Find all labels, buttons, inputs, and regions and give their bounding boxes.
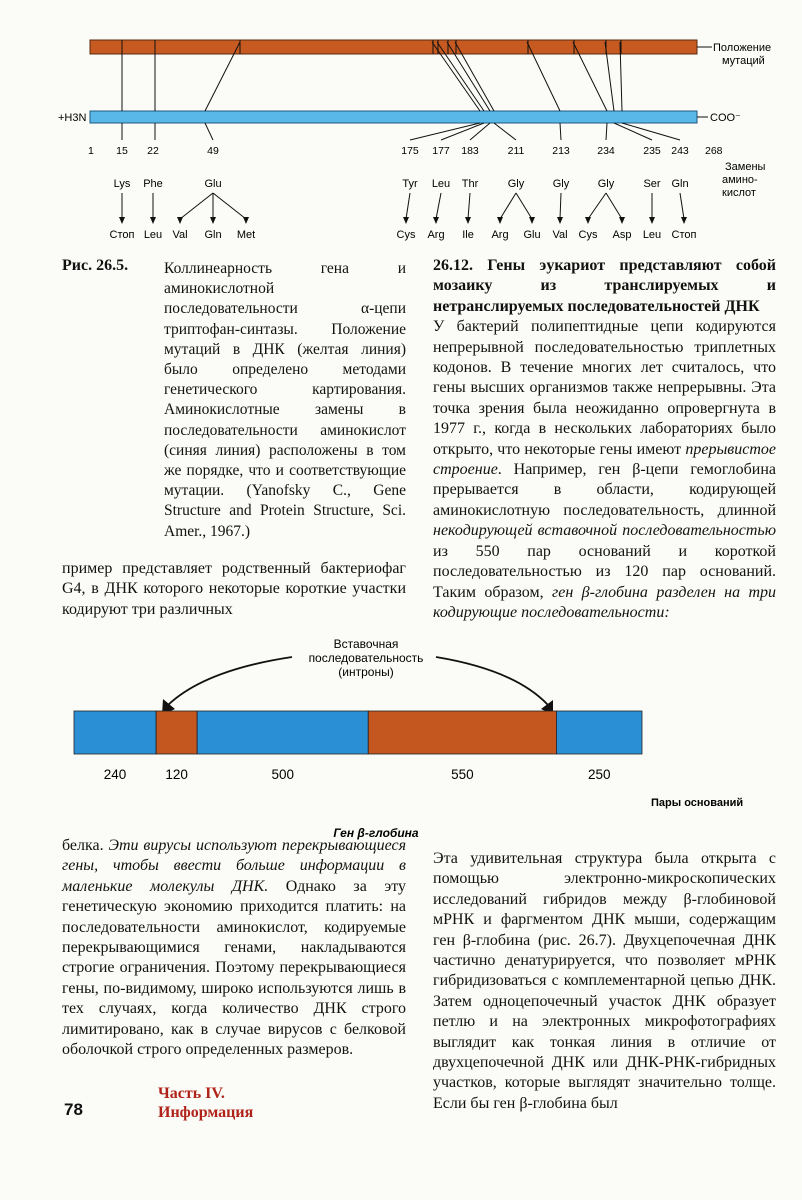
position-number: 15	[116, 145, 128, 157]
colinearity-figure	[0, 0, 802, 248]
substitution-arrow	[680, 193, 684, 219]
substitution-arrow-head	[210, 217, 216, 224]
replacement-amino-acid: Glu	[523, 229, 541, 241]
substitution-arrow	[500, 193, 516, 219]
substitution-arrow	[588, 193, 606, 219]
substitution-arrow-head	[681, 217, 687, 224]
replacement-amino-acid: Cys	[396, 229, 416, 241]
section-block	[433, 256, 776, 623]
substitution-arrow-head	[619, 217, 625, 224]
substitution-arrow-head	[119, 217, 125, 224]
figure-caption: Коллинеарность гена и аминокислотной последовательности α-цепи триптофан-синтазы. Положение мутаций в ДНК (желтая линия) было определено методами генетического картирования. Аминокислотные замены в последовательности аминокислот (синяя линия) расположены в том же порядке, что и соответствующие мутации. (Yanofsky C., Gene Structure and Protein Structure, Sci. Amer., 1967.)	[164, 260, 406, 540]
gene-segment-exon	[197, 711, 368, 754]
gene-segment-exon	[74, 711, 156, 754]
original-amino-acid: Gly	[597, 178, 615, 190]
segment-length-label: 550	[451, 767, 474, 782]
c-terminus-label: COO⁻	[710, 112, 741, 124]
replacement-amino-acid: Arg	[427, 229, 445, 241]
page-number: 78	[64, 1100, 83, 1119]
position-number: 175	[401, 145, 419, 157]
substitution-arrow	[436, 193, 441, 219]
substitutions-label-1: Замены	[725, 161, 766, 173]
replacement-amino-acid: Ile	[462, 229, 474, 241]
substitution-arrow	[180, 193, 213, 219]
substitution-arrow-head	[497, 217, 503, 224]
substitutions-label-2: амино-	[722, 174, 758, 186]
section-paragraph: У бактерий полипептидные цепи кодируются непрерывной последовательностью триплетных кодонов. В течение многих лет считалось, что гены высших организмов также непрерывны. Эта точка зрения была неожиданно опровергнута в 1977 г., когда в нескольких лабораториях было открыто, что некоторые гены имеют прерывистое строение. Например, ген β-цепи гемоглобина прерывается в области, кодирующей аминокислотную последовательность, длинной некодирующей вставочной последовательностью из 550 пар оснований и короткой последовательностью из 120 пар оснований. Таким образом, ген β-глобина разделен на три кодирующие последовательности:	[433, 318, 777, 621]
replacement-amino-acid: Leu	[143, 229, 163, 241]
position-end: 268	[705, 145, 723, 157]
substitution-arrow-head	[433, 217, 439, 224]
substitutions-label-3: кислот	[722, 187, 756, 199]
substitution-arrow	[213, 193, 246, 219]
substitution-arrow-head	[585, 217, 591, 224]
replacement-amino-acid: Leu	[642, 229, 662, 241]
replacement-amino-acid: Val	[552, 229, 568, 241]
arrow-left	[168, 657, 292, 705]
substitution-arrow-head	[150, 217, 156, 224]
original-amino-acid: Thr	[461, 178, 479, 190]
mutations-label-2: мутаций	[722, 55, 765, 67]
intron-label-2: последовательность	[308, 651, 424, 665]
position-number: 49	[207, 145, 219, 157]
substitution-arrow-head	[465, 217, 471, 224]
amino-acid-chain-bar	[90, 111, 697, 123]
substitution-arrow	[406, 193, 410, 219]
position-number: 211	[507, 145, 525, 157]
right-lower-paragraph: Эта удивительная структура была открыта с помощью электронно-микроскопических исследований гибридов между β-глобиновой мРНК и фаргментом ДНК мыши, содержащим ген β-глобина (рис. 26.7). Двухцепочечная ДНК частично денатурируется, что позволяет мРНК гибридизоваться с комплементарной цепью ДНК. Затем одноцепочечный участок ДНК образует петлю и на электронных микрофотографиях выглядит как тонкая линия в отличие от двухцепочечной ДНК или ДНК-РНК-гибридных участков, которые выглядят значительно толще. Если бы ген β-глобина был	[433, 850, 776, 1112]
replacement-amino-acid: Arg	[491, 229, 509, 241]
original-amino-acid: Gly	[552, 178, 570, 190]
segment-length-label: 250	[587, 767, 611, 782]
replacement-amino-acid: Cys	[578, 229, 598, 241]
original-amino-acid: Ser	[643, 178, 661, 190]
substitution-arrow-head	[529, 217, 535, 224]
substitution-arrow-head	[557, 217, 563, 224]
segment-length-label: 500	[271, 767, 294, 782]
gene-segment-intron	[368, 711, 556, 754]
original-amino-acid: Phe	[143, 178, 163, 190]
segment-length-label: 120	[165, 767, 188, 782]
gene-title: Ген β-глобина	[333, 826, 419, 840]
substitution-arrow-head	[177, 217, 183, 224]
position-number: 235	[643, 145, 661, 157]
position-number: 213	[552, 145, 570, 157]
beta-globin-gene-figure	[0, 625, 802, 840]
substitution-arrow-head	[649, 217, 655, 224]
left-upper-paragraph: пример представляет родственный бактериофаг G4, в ДНК которого некоторые короткие участки кодируют три различных	[62, 560, 406, 618]
position-number: 243	[671, 145, 689, 157]
replacement-amino-acid: Стоп	[671, 229, 697, 241]
original-amino-acid: Leu	[431, 178, 451, 190]
position-number: 22	[147, 145, 159, 157]
mutations-label-1: Положение	[713, 42, 772, 54]
intron-label-3: (интроны)	[338, 665, 394, 679]
section-heading: 26.12. Гены эукариот представляют собой мозаику из транслируемых и нетранслируемых последовательностей ДНК	[433, 257, 776, 315]
n-terminus-label: +H3N	[58, 112, 87, 124]
replacement-amino-acid: Met	[236, 229, 256, 241]
substitution-arrow	[606, 193, 622, 219]
original-amino-acid: Glu	[204, 178, 222, 190]
substitution-arrow	[516, 193, 532, 219]
substitution-arrow-head	[403, 217, 409, 224]
gene-segment-intron	[156, 711, 197, 754]
original-amino-acid: Tyr	[402, 178, 418, 190]
position-start: 1	[88, 145, 94, 157]
substitution-arrow-head	[243, 217, 249, 224]
substitution-arrow	[560, 193, 561, 219]
replacement-amino-acid: Gln	[204, 229, 222, 241]
part-label: Часть IV. Информация	[158, 1085, 254, 1121]
intron-label-1: Вставочная	[333, 637, 399, 651]
position-number: 177	[432, 145, 450, 157]
replacement-amino-acid: Val	[172, 229, 188, 241]
replacement-amino-acid: Asp	[612, 229, 632, 241]
original-amino-acid: Gly	[507, 178, 525, 190]
gene-segment-exon	[556, 711, 642, 754]
position-number: 234	[597, 145, 615, 157]
substitution-arrow	[468, 193, 470, 219]
segment-length-label: 240	[103, 767, 127, 782]
original-amino-acid: Lys	[113, 178, 131, 190]
replacement-amino-acid: Стоп	[109, 229, 135, 241]
units-label: Пары оснований	[651, 797, 744, 809]
position-number: 183	[461, 145, 479, 157]
figure-label: Рис. 26.5.	[62, 257, 129, 274]
connector-lines	[122, 42, 680, 140]
original-amino-acid: Gln	[671, 178, 689, 190]
left-lower-paragraph: белка. Эти вирусы используют перекрывающиеся гены, чтобы ввести больше информации в маленькие молекулы ДНК. Однако за эту генетическую экономию приходится платить: на последовательности аминокислот, кодируемые перекрывающимися генами, накладываются строгие ограничения. Поэтому перекрывающиеся гены, по-видимому, широко используются лишь в тех случаях, когда количество ДНК строго лимитировано, как в случае вирусов с белковой оболочкой строго определенных размеров.	[62, 837, 407, 1059]
arrow-right	[436, 657, 548, 705]
